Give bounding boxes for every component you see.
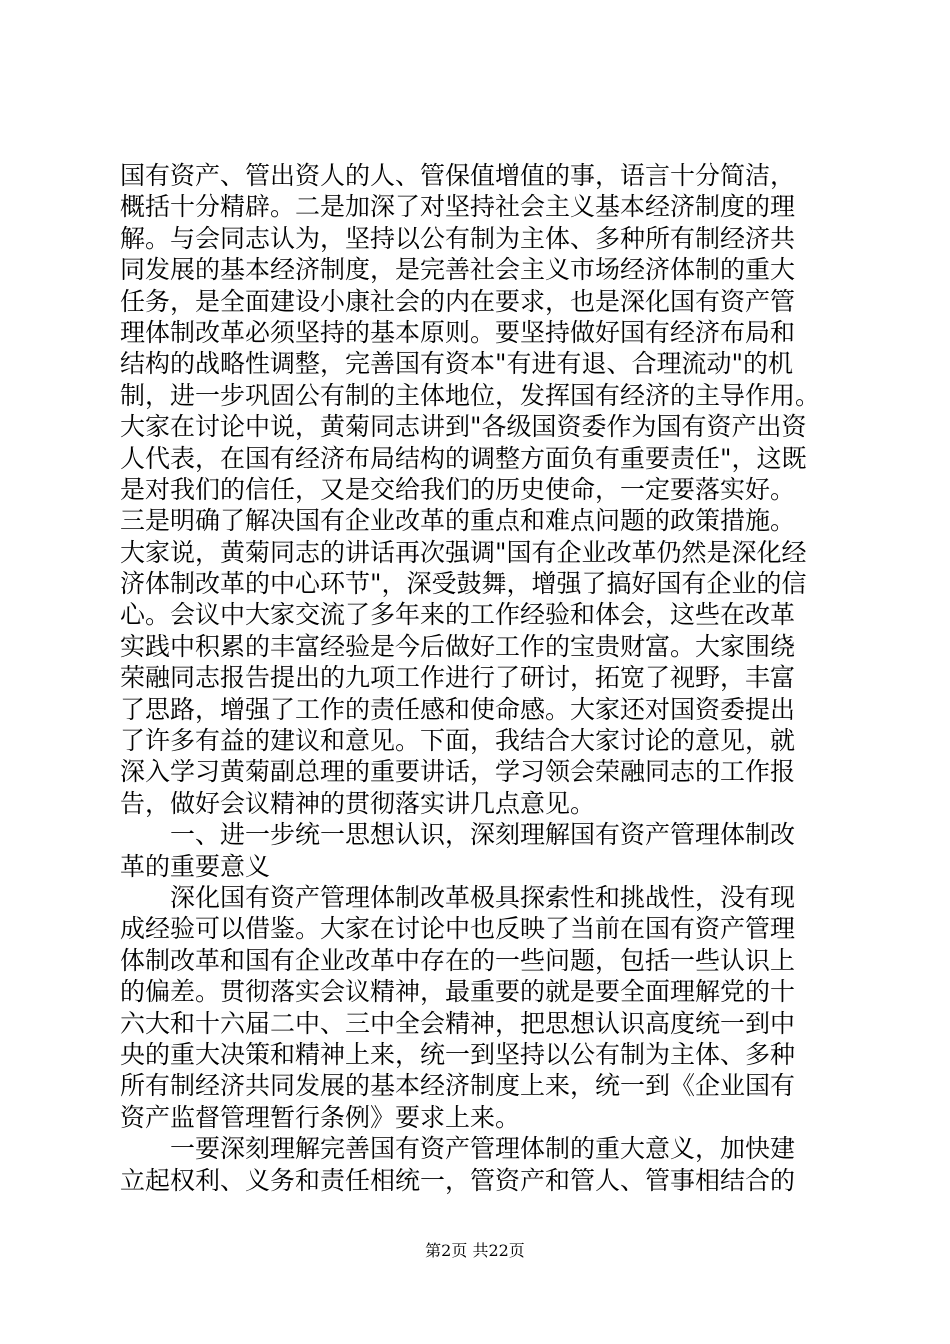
text-line: 国有资产、管出资人的人、管保值增值的事，语言十分简洁， — [120, 161, 796, 190]
text-line: 深化国有资产管理体制改革极具探索性和挑战性，没有现 — [170, 882, 796, 912]
text-line: 大家在讨论中说，黄菊同志讲到"各级国资委作为国有资产出资 — [120, 412, 807, 442]
text-line: 同发展的基本经济制度，是完善社会主义市场经济体制的重大 — [120, 255, 796, 285]
text-line: 概括十分精辟。二是加深了对坚持社会主义基本经济制度的理 — [120, 192, 796, 222]
text-line: 所有制经济共同发展的基本经济制度上来，统一到《企业国有 — [120, 1071, 796, 1101]
text-line: 成经验可以借鉴。大家在讨论中也反映了当前在国有资产管理 — [120, 914, 796, 944]
text-line: 体制改革和国有企业改革中存在的一些问题，包括一些认识上 — [120, 945, 796, 975]
text-line: 解。与会同志认为，坚持以公有制为主体、多种所有制经济共 — [120, 223, 796, 253]
page-number-footer: 第2页 共22页 — [425, 1241, 525, 1260]
text-line: 深入学习黄菊副总理的重要讲话，学习领会荣融同志的工作报 — [120, 757, 796, 787]
text-line: 理体制改革必须坚持的基本原则。要坚持做好国有经济布局和 — [120, 317, 796, 347]
section-heading-line: 一、进一步统一思想认识，深刻理解国有资产管理体制改 — [170, 820, 796, 850]
text-line: 济体制改革的中心环节"，深受鼓舞，增强了搞好国有企业的信 — [120, 569, 807, 599]
text-line: 实践中积累的丰富经验是今后做好工作的宝贵财富。大家围绕 — [120, 631, 796, 661]
text-line: 了思路，增强了工作的责任感和使命感。大家还对国资委提出 — [120, 694, 796, 724]
text-line: 是对我们的信任，又是交给我们的历史使命，一定要落实好。 — [120, 474, 796, 504]
text-line: 资产监督管理暂行条例》要求上来。 — [120, 1102, 521, 1132]
text-line: 立起权利、义务和责任相统一，管资产和管人、管事相结合的 — [120, 1165, 796, 1195]
section-heading-line: 革的重要意义 — [120, 851, 271, 881]
text-line: 任务，是全面建设小康社会的内在要求，也是深化国有资产管 — [120, 286, 796, 316]
text-line: 大家说，黄菊同志的讲话再次强调"国有企业改革仍然是深化经 — [120, 537, 807, 567]
text-line: 了许多有益的建议和意见。下面，我结合大家讨论的意见，就 — [120, 726, 796, 756]
text-line: 六大和十六届二中、三中全会精神，把思想认识高度统一到中 — [120, 1008, 796, 1038]
text-line: 结构的战略性调整，完善国有资本"有进有退、合理流动"的机 — [120, 349, 794, 379]
text-line: 制，进一步巩固公有制的主体地位，发挥国有经济的主导作用。 — [120, 380, 821, 410]
text-line: 的偏差。贯彻落实会议精神，最重要的就是要全面理解党的十 — [120, 977, 796, 1007]
body-text — [120, 160, 840, 1196]
text-line: 告，做好会议精神的贯彻落实讲几点意见。 — [120, 788, 596, 818]
text-line: 一要深刻理解完善国有资产管理体制的重大意义，加快建 — [170, 1134, 796, 1164]
text-line: 三是明确了解决国有企业改革的重点和难点问题的政策措施。 — [120, 506, 796, 536]
text-line: 荣融同志报告提出的九项工作进行了研讨，拓宽了视野，丰富 — [120, 663, 796, 693]
text-line: 人代表，在国有经济布局结构的调整方面负有重要责任"，这既 — [120, 443, 807, 473]
text-line: 央的重大决策和精神上来，统一到坚持以公有制为主体、多种 — [120, 1039, 796, 1069]
text-line: 心。会议中大家交流了多年来的工作经验和体会，这些在改革 — [120, 600, 796, 630]
